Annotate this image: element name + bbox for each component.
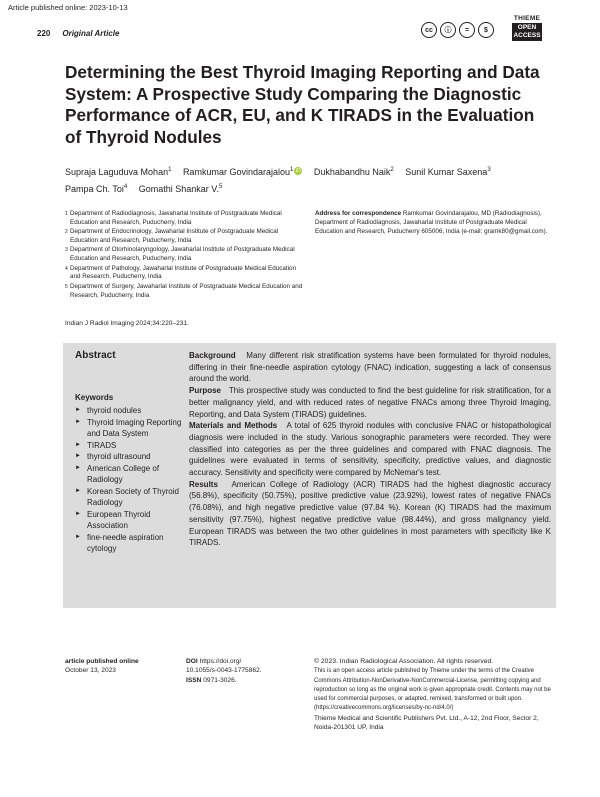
- publication-date-block: [65, 657, 175, 676]
- abstract-section: [189, 385, 551, 420]
- doi-value: 10.1055/s-0043-1775862.: [186, 667, 262, 675]
- affiliation-text: Department of Surgery, Jawaharlal Institute of Postgraduate Medical Education and Research, Puducherry, India: [70, 282, 303, 299]
- publisher-address: Thieme Medical and Scientific Publishers Pvt. Ltd., A-12, 2nd Floor, Sector 2, Noida-201301 UP, India: [314, 714, 539, 732]
- copyright-block: [314, 657, 556, 732]
- author-name: Supraja Laguduva Mohan: [65, 167, 169, 177]
- affiliation-number: 5: [65, 283, 68, 290]
- keyword-text: fine-needle aspiration cytology: [87, 532, 164, 553]
- abstract-section-label: Purpose: [189, 386, 222, 396]
- affiliation: [65, 283, 305, 301]
- abstract-section-label: Results: [189, 479, 218, 489]
- author-affil-mark: 1: [168, 167, 172, 173]
- bullet-icon: ►: [75, 441, 81, 448]
- author-name: Dukhabandhu Naik: [313, 167, 391, 177]
- affiliation-text: Department of Pathology, Jawaharlal Institute of Postgraduate Medical Education and Research, Puducherry, India: [70, 264, 297, 281]
- license-badges: [421, 22, 494, 38]
- author-name: Sunil Kumar Saxena: [405, 167, 488, 177]
- doi-link[interactable]: https://doi.org/: [199, 658, 242, 665]
- bullet-icon: ►: [75, 464, 81, 471]
- abstract-section: [189, 479, 551, 549]
- keyword-text: Thyroid Imaging Reporting and Data System: [87, 417, 182, 438]
- author-affil-mark: 4: [123, 184, 128, 190]
- nd-icon: =: [459, 22, 475, 38]
- by-icon: ⓘ: [440, 22, 456, 38]
- affiliation-number: 4: [65, 265, 68, 272]
- bullet-icon: ►: [75, 510, 81, 517]
- author: [405, 167, 490, 177]
- affiliation-text: Department of Endocrinology, Jawaharlal Institute of Postgraduate Medical Education and Research, Puducherry, India: [70, 228, 279, 244]
- orcid-icon[interactable]: iD: [295, 168, 301, 174]
- bullet-icon: ►: [75, 533, 81, 540]
- identifiers-block: [186, 657, 296, 685]
- keywords-heading: Keywords: [75, 393, 114, 402]
- affiliation: [65, 210, 305, 228]
- thieme-open-access-logo: [512, 15, 542, 41]
- bullet-icon: ►: [75, 407, 81, 413]
- article-title: Determining the Best Thyroid Imaging Reporting and Data System: A Prospective Study Comparing the Diagnostic Performance of ACR, EU, and K TIRADS in the Evaluation of Thyroid Nodules: [65, 62, 540, 147]
- section-label: Original Article: [62, 29, 120, 38]
- keyword-item: [75, 451, 185, 463]
- abstract-body: [189, 350, 551, 549]
- bullet-icon: ►: [75, 418, 81, 425]
- logo-badge-line1: OPEN: [517, 24, 537, 31]
- keyword-item: [75, 417, 185, 440]
- online-date: October 13, 2023: [65, 667, 116, 675]
- keyword-text: TIRADS: [87, 440, 117, 450]
- issn-value: 0971-3026.: [203, 676, 237, 684]
- abstract-section: [189, 350, 551, 385]
- abstract-section-text: Many different risk stratification systems have been formulated for thyroid nodules, differing in their fine-needle aspiration cytology (FNAC) indication, suggesting a lack of consensus around the world.: [189, 351, 552, 384]
- keyword-text: American College of Radiology: [87, 463, 160, 484]
- journal-citation: Indian J Radiol Imaging 2024;34:220–231.: [65, 320, 189, 327]
- cc-icon: cc: [421, 22, 437, 38]
- keyword-text: Korean Society of Thyroid Radiology: [87, 486, 179, 507]
- keyword-item: [75, 532, 185, 555]
- running-header: [37, 29, 119, 38]
- license-text: This is an open access article published by Thieme under the terms of the Creative Commons Attribution-NonDerivative-NonCommercial-License, permitting copying and reproduction so long as the original work is given appropriate credit. Contents may not be used for commercial purposes, or adapted, remixed, transformed or built upon. (https://creativecommons.org/licenses/by-nc-nd/4.0/): [314, 668, 551, 712]
- abstract-section-text: A total of 625 thyroid nodules with conclusive FNAC or histopathological diagnosis were included in the study. Various sonographic parameters were recorded. They were classified into categories as per the three guidelines and compared with FNAC diagnosis. The guidelines were evaluated in terms of sensitivity, specificity, predictive values, and diagnostic accuracy. Sensitivity and specificity were compared by McNemar's test.: [189, 421, 551, 478]
- abstract-section-label: Materials and Methods: [189, 421, 278, 431]
- bullet-icon: ►: [75, 453, 81, 459]
- author-affil-mark: 3: [487, 167, 491, 173]
- affiliation-number: 3: [65, 247, 68, 254]
- affiliation-number: 1: [65, 211, 68, 217]
- abstract-section-text: This prospective study was conducted to find the best guideline for risk stratification, for a better malignancy yield, and with reduced rates of negative FNACs among three Thyroid Imaging, Reporting, and Data System (TIRADS) guidelines.: [189, 386, 551, 419]
- bullet-icon: ►: [75, 487, 81, 494]
- keyword-item: [75, 486, 185, 509]
- logo-badge: [512, 23, 542, 41]
- author: [314, 167, 394, 177]
- affiliations: [65, 210, 305, 301]
- author-name: Ramkumar Govindarajalou: [182, 167, 290, 177]
- author-affil-mark: 1: [289, 167, 294, 173]
- correspondence-text: Ramkumar Govindarajalou, MD (Radiodiagnosis), Department of Radiodiagnosis, Jawaharlal Institute of Postgraduate Medical Education and Research, Puducherry 605006, India (e-mail: gramk80@gmail.com).: [315, 210, 548, 235]
- keyword-item: [75, 509, 185, 532]
- author: [65, 184, 127, 194]
- author-name: Pampa Ch. Toi: [65, 184, 124, 194]
- author: [65, 167, 171, 177]
- abstract-section-text: American College of Radiology (ACR) TIRADS had the highest diagnostic accuracy (56.8%), specificity (50.75%), positive predictive value (23.92%), lowest rates of negative FNACs (76.08%), and high negative predictive value (97.84 %). Korean (K) TIRADS had the maximum sensitivity (97.75%), highest negative predictive value (98.44%), and gross malignancy yield. European TIRADS was between the two other guidelines in most parameters with specificity like K TIRADS.: [189, 479, 551, 548]
- keyword-item: [75, 440, 185, 452]
- page-number: 220: [37, 29, 51, 38]
- logo-badge-line2: ACCESS: [513, 32, 541, 39]
- keyword-item: [75, 405, 185, 417]
- affiliation: [65, 246, 305, 264]
- affiliation-text: Department of Otorhinolaryngology, Jawaharlal Institute of Postgraduate Medical Education and Research, Puducherry, India: [70, 246, 295, 263]
- correspondence-label: Address for correspondence: [315, 210, 402, 217]
- affiliation-text: Department of Radiodiagnosis, Jawaharlal Institute of Postgraduate Medical Education and Research, Puducherry, India: [70, 210, 282, 226]
- correspondence-address: [315, 210, 555, 236]
- keywords-list: [75, 405, 185, 555]
- abstract-box: [63, 343, 556, 608]
- affiliation-number: 2: [65, 229, 68, 236]
- online-label: article published online: [65, 658, 139, 665]
- affiliation: [65, 265, 305, 283]
- copyright-line: © 2023. Indian Radiological Association. All rights reserved.: [314, 658, 494, 665]
- author-affil-mark: 2: [390, 167, 394, 173]
- affiliation: [65, 228, 305, 246]
- keyword-text: European Thyroid Association: [87, 509, 151, 530]
- nc-icon: $: [478, 22, 494, 38]
- abstract-section-label: Background: [189, 351, 236, 360]
- logo-top-text: THIEME: [513, 15, 541, 22]
- abstract-section: [189, 420, 551, 479]
- issn-label: ISSN: [186, 676, 202, 684]
- author-list: [65, 163, 555, 197]
- keyword-text: thyroid nodules: [87, 406, 142, 415]
- author: [139, 184, 223, 194]
- author-name: Gomathi Shankar V.: [138, 184, 219, 194]
- keyword-text: thyroid ultrasound: [87, 452, 151, 461]
- author: [183, 167, 302, 177]
- abstract-heading: Abstract: [75, 350, 116, 361]
- published-online-note: Article published online: 2023-10-13: [8, 3, 128, 12]
- author-affil-mark: 5: [218, 184, 223, 190]
- keyword-item: [75, 463, 185, 486]
- doi-label: DOI: [186, 658, 198, 665]
